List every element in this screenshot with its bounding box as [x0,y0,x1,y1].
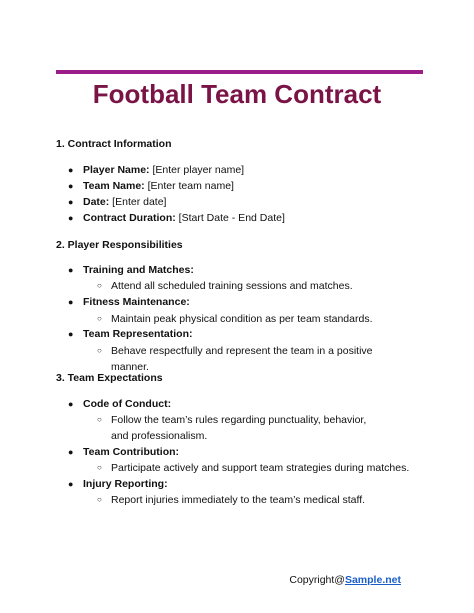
sub-item-text: Attend all scheduled training sessions and matches. [111,280,353,292]
item-label: Contract Duration: [83,212,176,224]
sub-item-text: Participate actively and support team strategies during matches. [111,462,410,474]
bullet-icon: ● [68,181,74,191]
section-heading-team-expectations: 3. Team Expectations [56,372,163,384]
header-rule [56,70,423,74]
bullet-icon: ● [68,399,74,409]
item-value: [Enter date] [109,196,167,208]
sub-item-text: Behave respectfully and represent the team in a positive manner. [111,345,373,373]
bullet-icon: ● [68,197,74,207]
item-label: Team Contribution: [83,446,180,458]
bullet-icon: ● [68,297,74,307]
item-value: [Start Date - End Date] [175,212,285,224]
circle-bullet-icon: ○ [97,314,102,323]
circle-bullet-icon: ○ [97,346,102,355]
item-label: Date: [83,196,110,208]
circle-bullet-icon: ○ [97,463,102,472]
sub-item-text: Follow the team’s rules regarding punctuality, behavior, and professionalism. [111,414,367,442]
item-label: Fitness Maintenance: [83,296,190,308]
document-title: Football Team Contract [92,79,382,109]
bullet-icon: ● [68,329,74,339]
sub-item-text: Report injuries immediately to the team’s medical staff. [111,494,366,506]
bullet-icon: ● [68,479,74,489]
copyright-footer [289,573,401,587]
sub-item-text: Maintain peak physical condition as per team standards. [111,313,373,325]
copyright-prefix: Copyright@ [289,574,345,586]
item-label: Team Representation: [83,328,193,340]
section-heading-contract-information: 1. Contract Information [56,138,172,150]
bullet-icon: ● [68,265,74,275]
circle-bullet-icon: ○ [97,495,102,504]
item-label: Code of Conduct: [83,398,172,410]
bullet-icon: ● [68,447,74,457]
circle-bullet-icon: ○ [97,281,102,290]
item-label: Injury Reporting: [83,478,168,490]
item-value: [Enter team name] [144,180,234,192]
item-label: Training and Matches: [83,264,194,276]
item-label: Team Name: [83,180,145,192]
section-heading-player-responsibilities: 2. Player Responsibilities [56,239,183,251]
bullet-icon: ● [68,213,74,223]
item-value: [Enter player name] [149,164,245,176]
bullet-icon: ● [68,165,74,175]
circle-bullet-icon: ○ [97,415,102,424]
item-label: Player Name: [83,164,150,176]
copyright-link[interactable]: Sample.net [344,574,401,586]
